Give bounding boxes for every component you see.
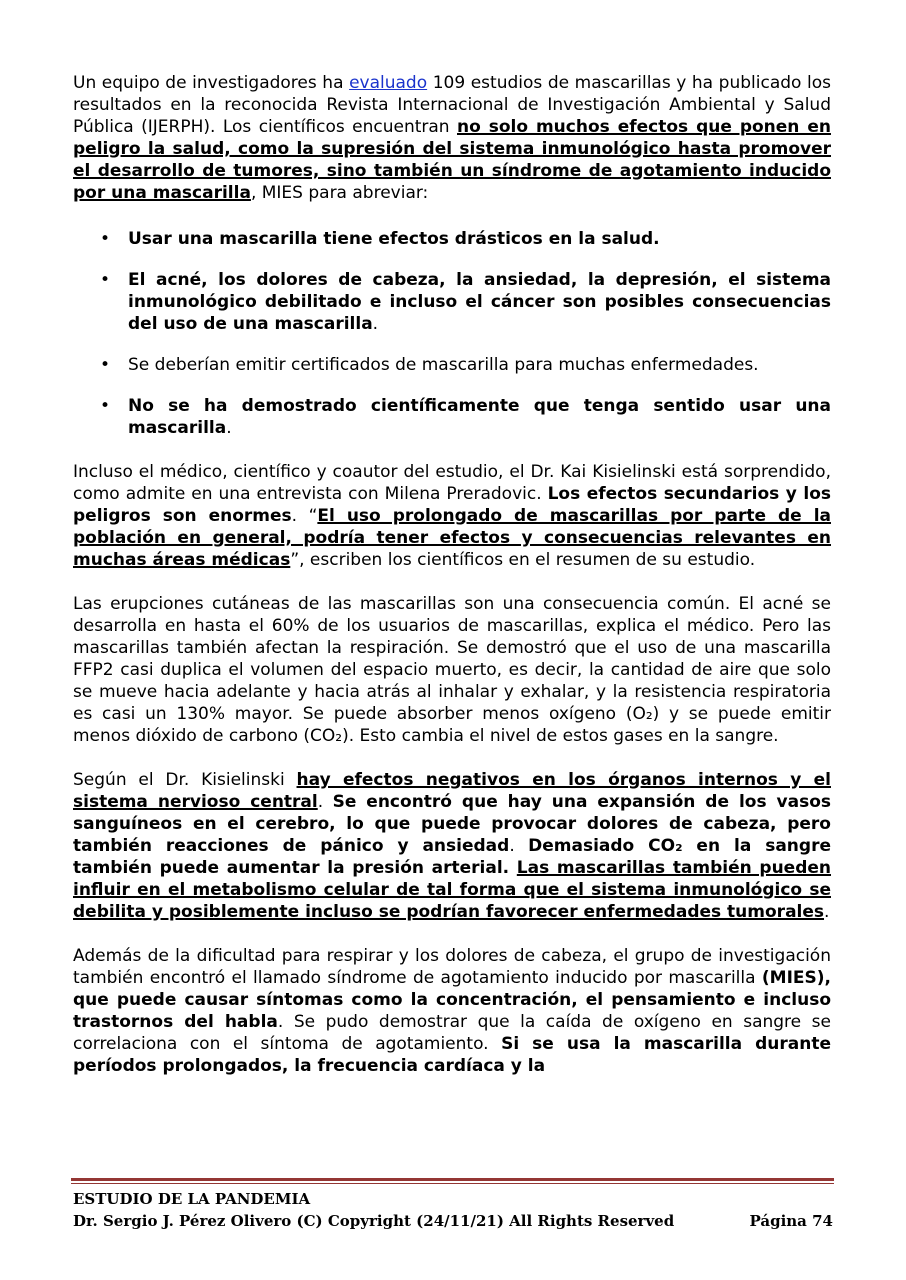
list-item xyxy=(73,395,831,439)
paragraph-kisielinski xyxy=(73,461,831,571)
bullet-list xyxy=(73,228,831,439)
list-item xyxy=(73,354,831,376)
text: . xyxy=(509,836,529,856)
text: . xyxy=(317,792,333,812)
text: . xyxy=(372,314,379,334)
emphasis-text: no solo muchos efectos que ponen en peligro la salud, como la supresión del sistema inmunológico hasta promover el desarrollo de tumores, sino también un síndrome de agotamiento inducido por una mascarilla xyxy=(73,117,831,203)
emphasis-text: Se encontró que hay una expansión de los vasos sanguíneos en el cerebro, lo que puede provocar dolores de cabeza, pero también reacciones de pánico y ansiedad xyxy=(73,792,831,856)
text: . Se pudo demostrar que la caída de oxígeno en sangre se correlaciona con el síntoma de agotamiento. xyxy=(73,1012,831,1054)
emphasis-text: Si se usa la mascarilla durante períodos prolongados, la frecuencia cardíaca y la xyxy=(73,1034,831,1076)
footer-meta xyxy=(73,1212,833,1230)
page-number: Página 74 xyxy=(749,1212,833,1230)
text: , MIES para abreviar: xyxy=(250,183,429,203)
bullet-icon: • xyxy=(100,355,111,375)
emphasis-text: hay efectos negativos en los órganos internos y el sistema nervioso central xyxy=(73,770,831,812)
footer-copyright: Dr. Sergio J. Pérez Olivero (C) Copyright (24/11/21) All Rights Reserved xyxy=(73,1212,675,1230)
emphasis-text: El uso prolongado de mascarillas por parte de la población en general, podría tener efectos y consecuencias relevantes en muchas áreas médicas xyxy=(73,506,831,570)
list-item xyxy=(73,269,831,335)
text: ”, escriben los científicos en el resumen de su estudio. xyxy=(290,550,756,570)
emphasis-text: Demasiado CO₂ en la sangre también puede aumentar la presión arterial. xyxy=(73,836,831,878)
bullet-icon: • xyxy=(100,229,111,249)
document-body xyxy=(73,72,831,1077)
text: . “ xyxy=(291,506,318,526)
paragraph-intro xyxy=(73,72,831,204)
text: Además de la dificultad para respirar y los dolores de cabeza, el grupo de investigación también encontró el llamado síndrome de agotamiento inducido por mascarilla xyxy=(73,946,831,988)
paragraph-skin-respiration xyxy=(73,593,831,747)
text: Incluso el médico, científico y coautor del estudio, el Dr. Kai Kisielinski está sorprendido, como admite en una entrevista con Milena Preradovic. xyxy=(73,462,831,504)
emphasis-text: Los efectos secundarios y los peligros son enormes xyxy=(73,484,831,526)
text: . xyxy=(824,902,830,922)
bullet-text: No se ha demostrado científicamente que tenga sentido usar una mascarilla xyxy=(128,396,831,438)
bullet-icon: • xyxy=(100,396,111,416)
evaluado-link[interactable]: evaluado xyxy=(349,73,428,93)
text: Las erupciones cutáneas de las mascarillas son una consecuencia común. El acné se desarrolla en hasta el 60% de los usuarios de mascarillas, explica el médico. Pero las mascarillas también afectan la respiración. Se demostró que el uso de una mascarilla FFP2 casi duplica el volumen del espacio muerto, es decir, la cantidad de aire que solo se mueve hacia adelante y hacia atrás al inhalar y exhalar, y la resistencia respiratoria es casi un 130% mayor. Se puede absorber menos oxígeno (O₂) y se puede emitir menos dióxido de carbono (CO₂). Esto cambia el nivel de estos gases en la sangre. xyxy=(73,594,831,746)
text: 109 estudios de mascarillas y ha publicado los resultados en la reconocida Revista Internacional de Investigación Ambiental y Salud Pública (IJERPH). Los científicos encuentran xyxy=(73,73,831,137)
bullet-icon: • xyxy=(100,270,111,290)
emphasis-text: (MIES), que puede causar síntomas como la concentración, el pensamiento e incluso trastornos del habla xyxy=(73,968,831,1032)
bullet-text: Se deberían emitir certificados de mascarilla para muchas enfermedades. xyxy=(128,355,759,375)
list-item xyxy=(73,228,831,250)
emphasis-text: Las mascarillas también pueden influir en el metabolismo celular de tal forma que el sistema inmunológico se debilita y posiblemente incluso se podrían favorecer enfermedades tumorales xyxy=(73,858,831,922)
paragraph-mies xyxy=(73,945,831,1077)
footer-divider-thin xyxy=(71,1183,834,1184)
footer-divider-thick xyxy=(71,1178,834,1181)
bullet-text: Usar una mascarilla tiene efectos drásticos en la salud. xyxy=(128,229,660,249)
bullet-text: El acné, los dolores de cabeza, la ansiedad, la depresión, el sistema inmunológico debilitado e incluso el cáncer son posibles consecuencias del uso de una mascarilla xyxy=(128,270,831,334)
text: Según el Dr. Kisielinski xyxy=(73,770,297,790)
paragraph-organs xyxy=(73,769,831,923)
text: . xyxy=(226,418,232,438)
text: Un equipo de investigadores ha xyxy=(73,73,350,93)
footer-title: ESTUDIO DE LA PANDEMIA xyxy=(73,1190,311,1208)
